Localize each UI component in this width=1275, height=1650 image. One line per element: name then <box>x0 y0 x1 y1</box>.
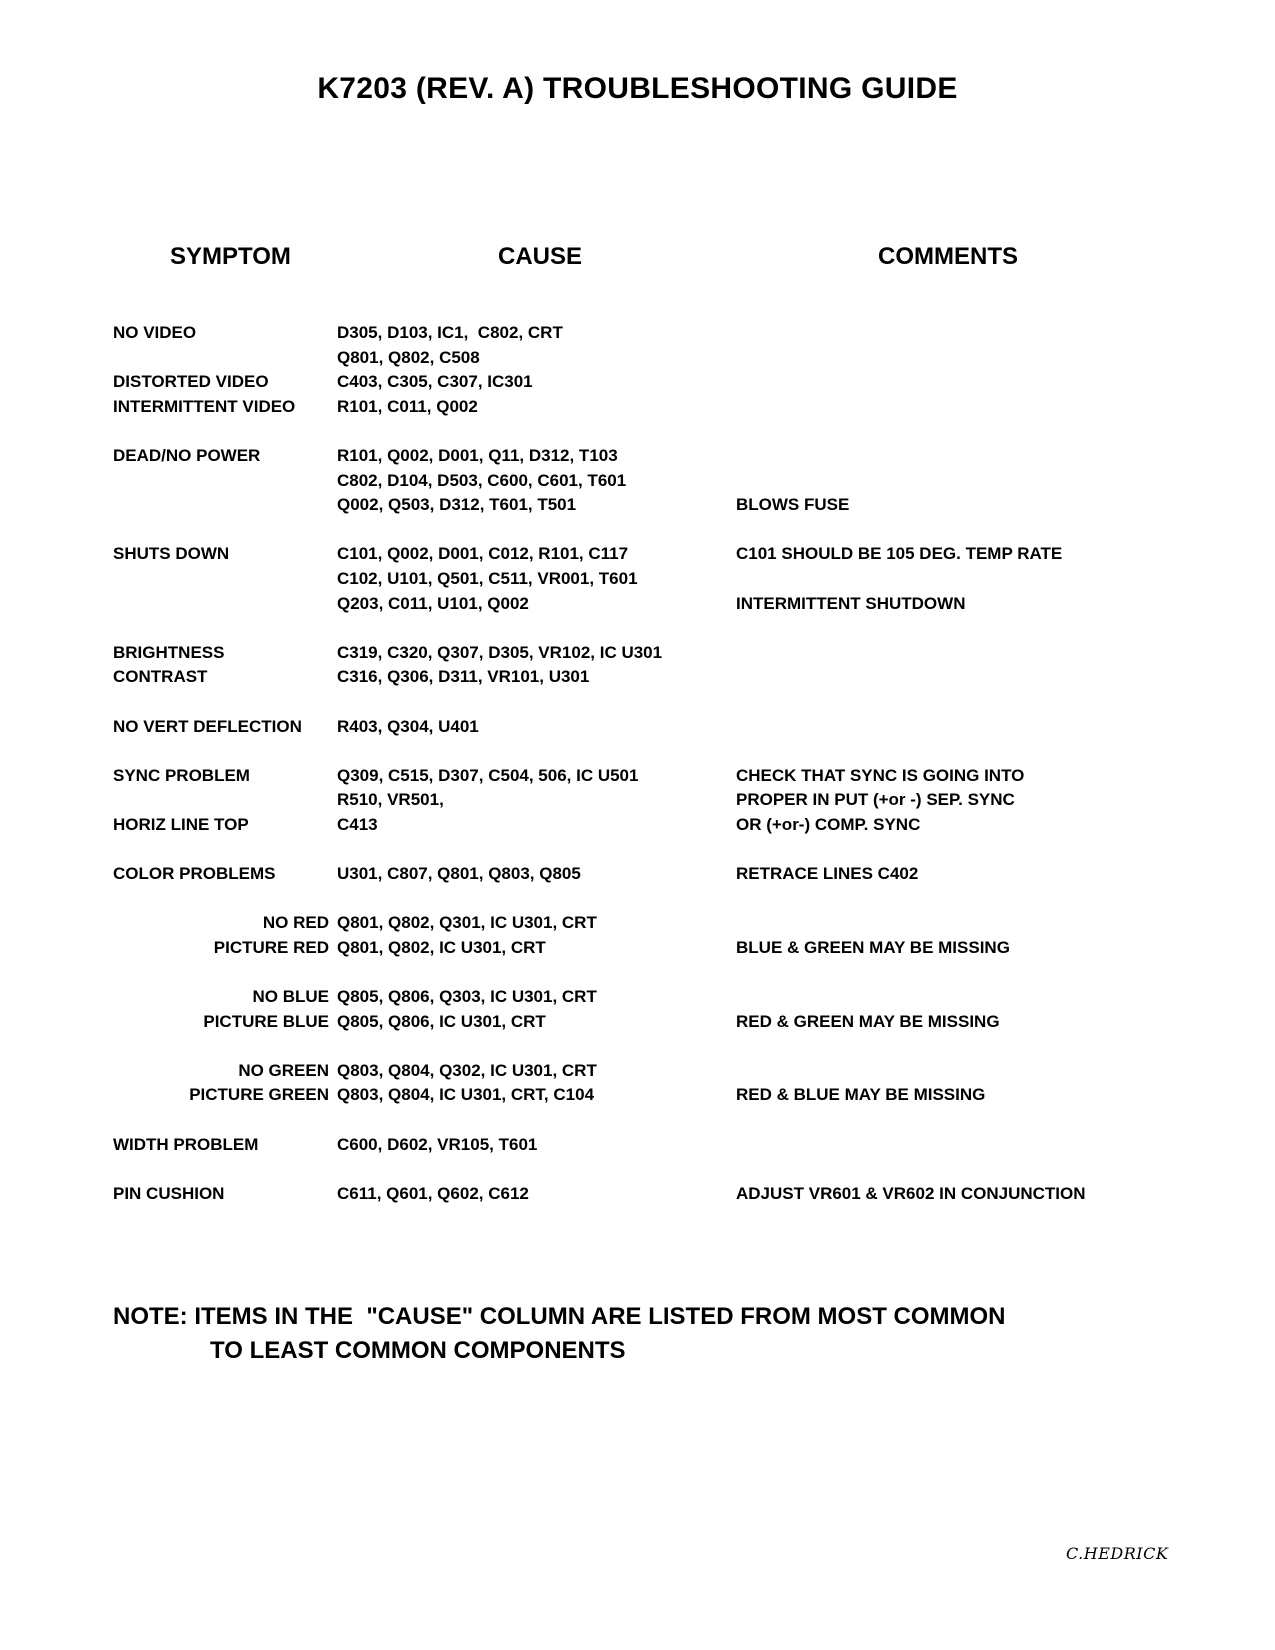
table-row <box>0 936 1275 961</box>
cause-cell: C600, D602, VR105, T601 <box>337 1134 538 1154</box>
symptom-cell <box>0 592 337 617</box>
comment-cell <box>736 1059 1275 1084</box>
comment-cell <box>736 985 1275 1010</box>
symptom-cell: CONTRAST <box>113 667 208 687</box>
cause-cell: Q805, Q806, IC U301, CRT <box>337 1011 546 1031</box>
comment-cell <box>736 641 1275 666</box>
comment-cell <box>736 1133 1275 1158</box>
symptom-cell: PICTURE BLUE <box>203 1011 329 1031</box>
cause-cell: R101, C011, Q002 <box>337 396 478 416</box>
comment-cell: BLUE & GREEN MAY BE MISSING <box>736 937 1010 957</box>
cause-cell: Q002, Q503, D312, T601, T501 <box>337 495 577 515</box>
table-row <box>0 1083 1275 1108</box>
table-row <box>0 567 1275 592</box>
symptom-cell <box>0 567 337 592</box>
cause-cell: Q203, C011, U101, Q002 <box>337 593 529 613</box>
comment-cell: RETRACE LINES C402 <box>736 864 919 884</box>
symptom-cell: HORIZ LINE TOP <box>113 814 249 834</box>
symptom-cell: PIN CUSHION <box>113 1183 225 1203</box>
row-spacer <box>0 616 1275 641</box>
comment-cell <box>736 370 1275 395</box>
table-row <box>0 788 1275 813</box>
symptom-cell <box>0 346 337 371</box>
cause-cell: Q803, Q804, IC U301, CRT, C104 <box>337 1085 595 1105</box>
table-row <box>0 862 1275 887</box>
table-row <box>0 813 1275 838</box>
comment-cell: ADJUST VR601 & VR602 IN CONJUNCTION <box>736 1183 1086 1203</box>
table-row <box>0 1010 1275 1035</box>
column-header-row <box>0 243 1275 273</box>
column-header-cause: CAUSE <box>498 243 583 270</box>
symptom-cell <box>0 469 337 494</box>
cause-cell: C403, C305, C307, IC301 <box>337 372 533 392</box>
table-row <box>0 715 1275 740</box>
comment-cell <box>736 911 1275 936</box>
symptom-cell: NO BLUE <box>252 987 329 1007</box>
cause-cell: Q803, Q804, Q302, IC U301, CRT <box>337 1060 597 1080</box>
cause-cell: Q801, Q802, IC U301, CRT <box>337 937 546 957</box>
symptom-cell: NO GREEN <box>238 1060 329 1080</box>
row-spacer <box>0 739 1275 764</box>
symptom-cell: DEAD/NO POWER <box>113 445 261 465</box>
cause-cell: C101, Q002, D001, C012, R101, C117 <box>337 544 629 564</box>
comment-cell: OR (+or-) COMP. SYNC <box>736 814 921 834</box>
comment-cell <box>736 665 1275 690</box>
row-spacer <box>0 1108 1275 1133</box>
row-spacer <box>0 837 1275 862</box>
comment-cell <box>736 715 1275 740</box>
table-row <box>0 592 1275 617</box>
cause-cell: R403, Q304, U401 <box>337 716 479 736</box>
comment-cell: C101 SHOULD BE 105 DEG. TEMP RATE <box>736 544 1063 564</box>
symptom-cell: PICTURE GREEN <box>189 1085 329 1105</box>
symptom-cell: SHUTS DOWN <box>113 544 230 564</box>
cause-cell: Q805, Q806, Q303, IC U301, CRT <box>337 987 597 1007</box>
comment-cell: RED & BLUE MAY BE MISSING <box>736 1085 986 1105</box>
table-row <box>0 395 1275 420</box>
symptom-cell: INTERMITTENT VIDEO <box>113 396 296 416</box>
comment-cell: CHECK THAT SYNC IS GOING INTO <box>736 765 1025 785</box>
table-row <box>0 370 1275 395</box>
cause-cell: D305, D103, IC1, C802, CRT <box>337 323 563 342</box>
symptom-cell: COLOR PROBLEMS <box>113 864 276 884</box>
cause-cell: C319, C320, Q307, D305, VR102, IC U301 <box>337 642 663 662</box>
column-header-comments: COMMENTS <box>878 243 1018 270</box>
comment-cell: BLOWS FUSE <box>736 495 850 515</box>
symptom-cell: PICTURE RED <box>213 937 329 957</box>
table-row <box>0 346 1275 371</box>
table-row <box>0 1133 1275 1158</box>
cause-cell: R101, Q002, D001, Q11, D312, T103 <box>337 445 618 465</box>
row-spacer <box>0 690 1275 715</box>
cause-cell: C316, Q306, D311, VR101, U301 <box>337 667 590 687</box>
cause-cell: Q801, Q802, C508 <box>337 347 480 367</box>
row-spacer <box>0 419 1275 444</box>
symptom-cell: DISTORTED VIDEO <box>113 372 269 392</box>
cause-cell: C102, U101, Q501, C511, VR001, T601 <box>337 568 638 588</box>
comment-cell: PROPER IN PUT (+or -) SEP. SYNC <box>736 790 1015 810</box>
cause-cell: Q309, C515, D307, C504, 506, IC U501 <box>337 765 639 785</box>
symptom-cell <box>0 493 337 518</box>
row-spacer <box>0 887 1275 912</box>
comment-cell: INTERMITTENT SHUTDOWN <box>736 593 966 613</box>
table-row <box>0 469 1275 494</box>
row-spacer <box>0 1157 1275 1182</box>
cause-cell: C611, Q601, Q602, C612 <box>337 1183 529 1203</box>
table-row <box>0 764 1275 789</box>
comment-cell <box>736 395 1275 420</box>
footer-note-line2: TO LEAST COMMON COMPONENTS <box>210 1337 626 1364</box>
cause-cell: C413 <box>337 814 378 834</box>
page-title: K7203 (REV. A) TROUBLESHOOTING GUIDE <box>317 72 958 105</box>
table-row <box>0 911 1275 936</box>
column-header-symptom: SYMPTOM <box>170 243 291 270</box>
symptom-cell <box>0 788 337 813</box>
symptom-cell: SYNC PROBLEM <box>113 765 250 785</box>
table-row <box>0 321 1275 346</box>
cause-cell: C802, D104, D503, C600, C601, T601 <box>337 470 627 490</box>
table-row <box>0 665 1275 690</box>
footer-note <box>113 1300 1006 1368</box>
symptom-cell: NO RED <box>262 913 329 933</box>
cause-cell: U301, C807, Q801, Q803, Q805 <box>337 864 581 884</box>
row-spacer <box>0 960 1275 985</box>
author-signature: C.HEDRICK <box>1066 1544 1169 1563</box>
table-row <box>0 444 1275 469</box>
comment-cell <box>736 346 1275 371</box>
cause-cell: Q801, Q802, Q301, IC U301, CRT <box>337 913 597 933</box>
row-spacer <box>0 1034 1275 1059</box>
table-row <box>0 641 1275 666</box>
symptom-cell: BRIGHTNESS <box>113 642 225 662</box>
comment-cell <box>736 321 1275 346</box>
table-row <box>0 985 1275 1010</box>
table-row <box>0 542 1275 567</box>
troubleshooting-table <box>0 321 1275 1206</box>
symptom-cell: WIDTH PROBLEM <box>113 1134 259 1154</box>
comment-cell <box>736 444 1275 469</box>
table-row <box>0 493 1275 518</box>
footer-note-line1: NOTE: ITEMS IN THE "CAUSE" COLUMN ARE LISTED FROM MOST COMMON <box>113 1303 1006 1330</box>
row-spacer <box>0 518 1275 543</box>
comment-cell <box>736 469 1275 494</box>
table-row <box>0 1182 1275 1207</box>
cause-cell: R510, VR501, <box>337 790 444 810</box>
symptom-cell: NO VIDEO <box>113 323 197 342</box>
table-row <box>0 1059 1275 1084</box>
comment-cell <box>736 567 1275 592</box>
comment-cell: RED & GREEN MAY BE MISSING <box>736 1011 1000 1031</box>
symptom-cell: NO VERT DEFLECTION <box>113 716 302 736</box>
